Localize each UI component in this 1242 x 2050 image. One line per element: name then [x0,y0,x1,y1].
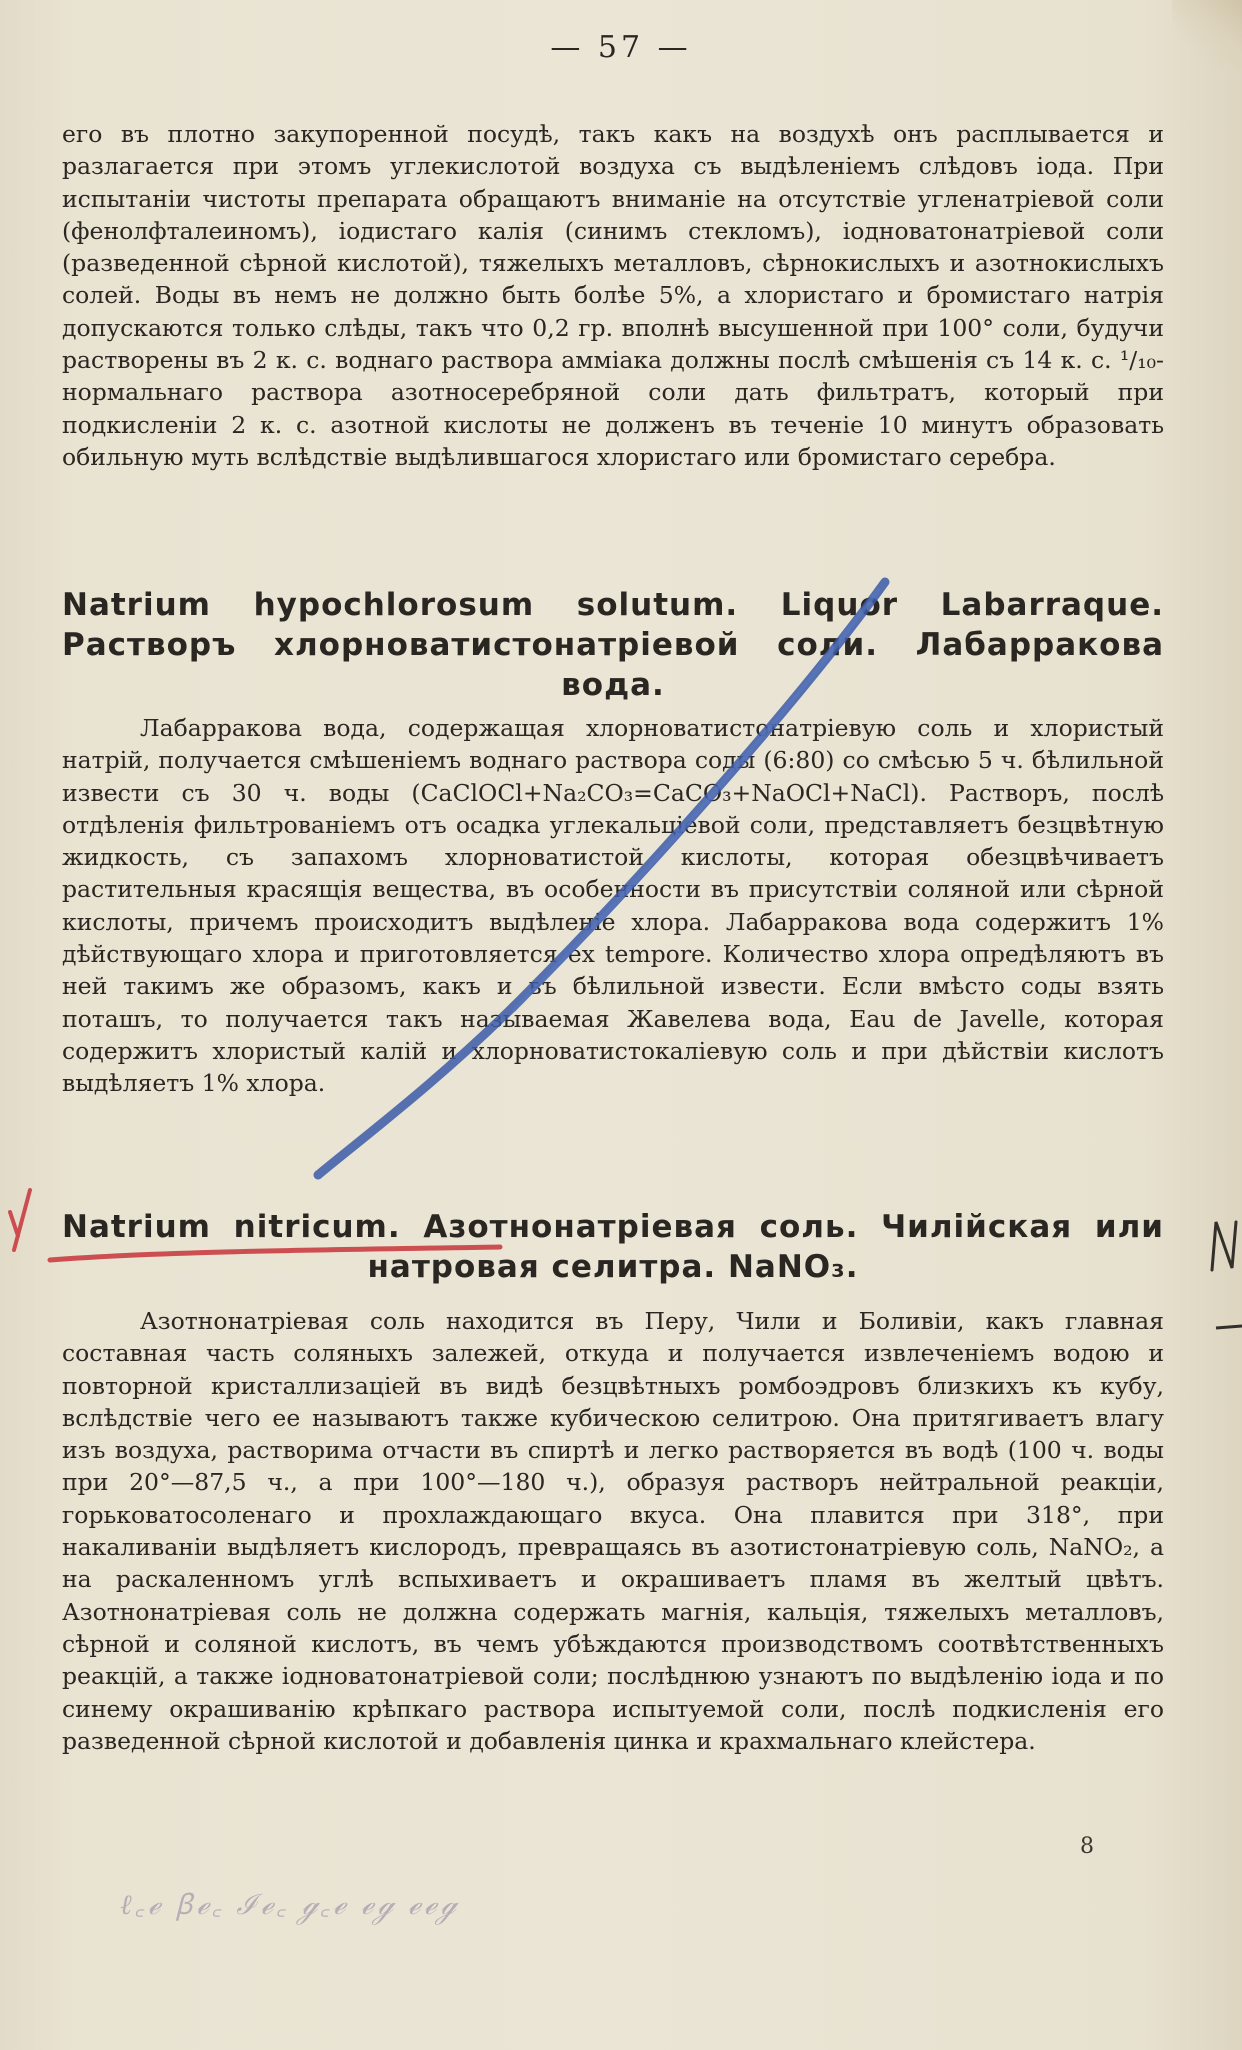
heading-text: Natrium hypochlorosum solutum. Liquor Labarraque. Растворъ хлорноватистонатріевой соли. Лабарракова вода. [62,587,1164,703]
body-paragraph-3 [62,1305,1164,1757]
faint-handwriting: ℓ꜀ℯ ꞵℯ꜀ ℐℯ꜀ ℊ꜀ℯ ℯℊ ℯℯℊ [120,1888,459,1921]
body-paragraph-2 [62,712,1164,1100]
handwritten-n-icon [1212,1222,1236,1270]
page-number: — 57 — [550,30,692,65]
section-heading-natrium-nitricum [62,1207,1164,1287]
margin-handwriting-text [1195,1380,1196,1381]
paragraph-text: его въ плотно закупоренной посудѣ, такъ какъ на воздухѣ онъ расплывается и разлагается при этомъ углекислотой воздуха съ выдѣленіемъ слѣдовъ іода. При испытаніи чистоты препарата обращаютъ вниманіе на отсутствіе угленатріевой соли (фенолфталеиномъ), іодистаго калія (синимъ стекломъ), іодноватонатріевой соли (разведенной сѣрной кислотой), тяжелыхъ металловъ, сѣрнокислыхъ и азотнокислыхъ солей. Воды въ немъ не должно быть болѣе 5%, а хлористаго и бромистаго натрія допускаются только слѣды, такъ что 0,2 гр. вполнѣ высушенной при 100° соли, будучи растворены въ 2 к. с. воднаго раствора амміака должны послѣ смѣшенія съ 14 к. с. ¹/₁₀-нормальнаго раствора азотносеребряной соли дать фильтратъ, который при подкисленіи 2 к. с. азотной кислоты не долженъ въ теченіе 10 минутъ образовать обильную муть вслѣдствіе выдѣлившагося хлористаго или бромистаго серебра. [62,120,1164,471]
body-paragraph-1 [62,118,1164,473]
paragraph-text: Азотнонатріевая соль находится въ Перу, Чили и Боливіи, какъ главная составная часть соляныхъ залежей, откуда и получается извлеченіемъ водою и повторной кристаллизаціей въ видѣ безцвѣтныхъ ромбоэдровъ близкихъ къ кубу, вслѣдствіе чего ее называютъ также кубическою селитрою. Она притягиваетъ влагу изъ воздуха, растворима отчасти въ спиртѣ и легко растворяется въ водѣ (100 ч. воды при 20°—87,5 ч., а при 100°—180 ч.), образуя растворъ нейтральной реакціи, горьковатосоленаго и прохлаждающаго вкуса. Она плавится при 318°, при накаливаніи выдѣляетъ кислородъ, превращаясь въ азотистонатріевую соль, NaNO₂, а на раскаленномъ углѣ вспыхиваетъ и окрашиваетъ пламя въ желтый цвѣтъ. Азотнонатріевая соль не должна содержать магнія, кальція, тяжелыхъ металловъ, сѣрной и соляной кислотъ, въ чемъ убѣждаются производствомъ соотвѣтственныхъ реакцій, а также іодноватонатріевой соли; послѣднюю узнаютъ по выдѣленію іода и по синему окрашиванію крѣпкаго раствора испытуемой соли, послѣ подкисленія его разведенной сѣрной кислотой и добавленія цинка и крахмальнаго клейстера. [62,1307,1164,1755]
heading-text: Natrium nitricum. Азотнонатріевая соль. Чилійская или натровая селитра. NaNO₃. [62,1209,1164,1285]
red-margin-tick-icon [10,1190,30,1250]
signature-mark: 8 [1080,1834,1094,1859]
paragraph-text: Лабарракова вода, содержащая хлорноватистонатріевую соль и хлористый натрій, получается смѣшеніемъ воднаго раствора соды (6:80) со смѣсью 5 ч. бѣлильной извести съ 30 ч. воды (CaClOCl+Na₂CO₃=CaCO₃+NaOCl+NaCl). Растворъ, послѣ отдѣленія фильтрованіемъ отъ осадка углекальціевой соли, представляетъ безцвѣтную жидкость, съ запахомъ хлорноватистой кислоты, которая обезцвѣчиваетъ растительныя красящія вещества, въ особенности въ присутствіи соляной или сѣрной кислоты, причемъ происходитъ выдѣленіе хлора. Лабарракова вода содержитъ 1% дѣйствующаго хлора и приготовляется ex tempore. Количество хлора опредѣляютъ въ ней такимъ же образомъ, какъ и въ бѣлильной извести. Если вмѣсто соды взять поташъ, то получается такъ называемая Жавелева вода, Eau de Javelle, которая содержитъ хлористый калій и хлорноватистокаліевую соль и при дѣйствіи кислотъ выдѣляетъ 1% хлора. [62,714,1164,1098]
section-heading-natrium-hypochlorosum [62,585,1164,705]
